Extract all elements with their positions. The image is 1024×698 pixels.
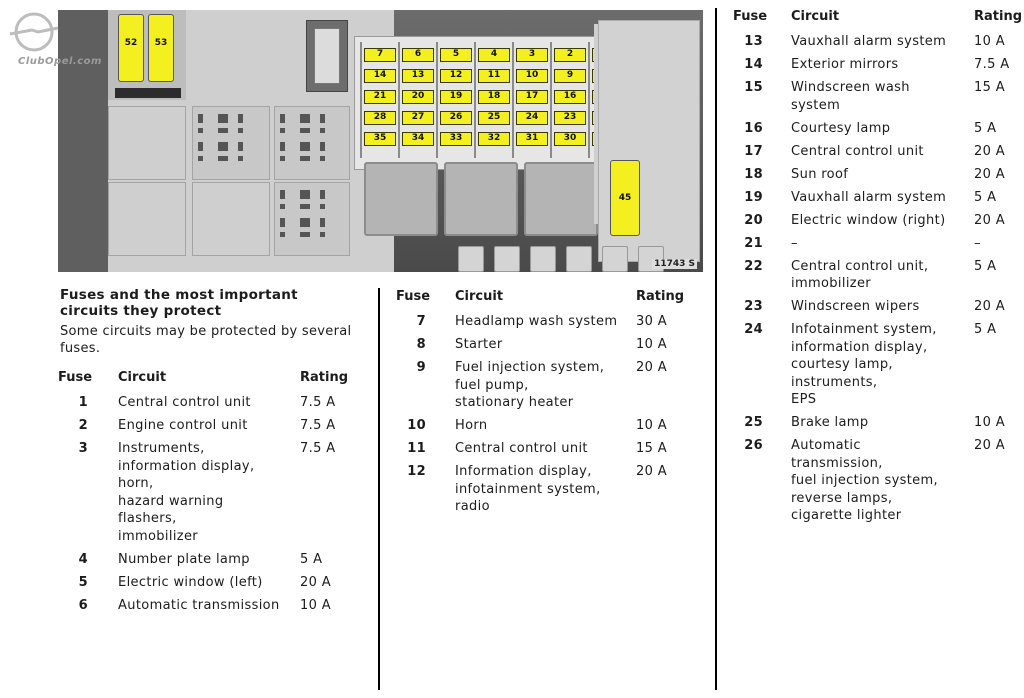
fuse-rating: 7.5 A [300,418,336,433]
fuse-number: 22 [744,258,763,274]
fuse-number: 8 [416,337,426,352]
connector-plug [566,246,592,272]
fuse-rating: 10 A [974,415,1005,430]
relay-socket-pin [300,218,310,227]
circuit-name: Central control unit [791,143,924,159]
relay-socket-pin [300,128,310,133]
fuse-20: 20 [402,90,434,104]
fuse-row-9 [396,359,686,412]
relay-socket-pin [320,156,325,161]
column-header-fuse: Fuse [733,9,768,24]
relay-socket-pin [320,142,325,151]
fuse-rating: 15 A [974,80,1005,95]
circuit-name: Courtesy lamp [791,120,891,136]
connector-plug [602,246,628,272]
fuse-row-1 [58,394,348,412]
fuse-number: 21 [744,235,763,251]
fuse-row-17 [733,143,1023,161]
fuse-rating: 20 A [636,464,667,479]
watermark-text: ClubOpel.com [18,56,102,67]
relay-socket-pin [300,114,310,123]
fuse-6: 6 [402,48,434,62]
relay-socket-pin [300,142,310,151]
column-header-rating: Rating [974,9,1023,24]
fuse-rating: 10 A [636,337,667,352]
fuse-row-10 [396,417,686,435]
relay-socket-pin [198,114,203,123]
fuse-row-24 [733,321,1023,409]
fuse-52: 52 [118,14,144,82]
fuse-number: 26 [744,438,763,453]
relay-socket-pin [280,218,285,227]
relay-socket-pin [320,204,325,209]
circuit-name: Automatic transmission, fuel injection system, reverse lamps, cigarette lighter [791,438,939,523]
fuse-row-20 [733,212,1023,230]
fuse-rail [588,42,590,158]
fuse-25: 25 [478,111,510,125]
connector-plug [494,246,520,272]
relay-socket-pin [320,190,325,199]
fuse-19: 19 [440,90,472,104]
circuit-name: Engine control unit [118,418,248,433]
circuit-name: Fuel injection system, fuel pump, stationary heater [455,360,605,410]
fuse-rating: 20 A [300,574,331,590]
fuse-rating: 20 A [636,360,667,375]
fuse-rail [360,42,362,158]
circuit-name: – [791,235,798,251]
fuse-9: 9 [554,69,586,83]
fuse-10: 10 [516,69,548,83]
fuse-rail [550,42,552,158]
fuse-row-8 [396,336,686,354]
relay-socket-pin [280,204,285,209]
fuse-28: 28 [364,111,396,125]
fuse-number: 12 [407,464,426,479]
column-header-circuit: Circuit [118,370,167,385]
fuse-number: 25 [744,415,763,430]
fuse-rating: 7.5 A [300,395,336,410]
fuse-rating: 20 A [974,438,1005,453]
circuit-name: Starter [455,337,503,352]
connector-plug [530,246,556,272]
fuse-21: 21 [364,90,396,104]
circuit-name: Infotainment system, information display, courtesy lamp, instruments, EPS [791,322,937,407]
circuit-name: Electric window (right) [791,212,946,228]
fuse-row-12 [396,463,686,516]
circuit-name: Windscreen wash system [791,80,910,113]
circuit-name: Electric window (left) [118,574,263,590]
relay-socket-pin [320,114,325,123]
fuse-4: 4 [478,48,510,62]
fuse-35: 35 [364,132,396,146]
circuit-name: Exterior mirrors [791,57,899,72]
relay-socket-pin [218,156,228,161]
fuse-5: 5 [440,48,472,62]
fuse-rating: 20 A [974,299,1005,314]
fuse-row-15 [733,79,1023,114]
fuse-rating: 10 A [300,597,331,613]
fuse-30: 30 [554,132,586,146]
relay-socket-pin [218,114,228,123]
relay-socket-pin [280,190,285,199]
fuse-3: 3 [516,48,548,62]
fuse-rating: 20 A [974,143,1005,159]
fuse-rating: 5 A [974,189,997,205]
relay-socket-pin [320,128,325,133]
fuse-row-25 [733,414,1023,432]
fuse-14: 14 [364,69,396,83]
circuit-name: Vauxhall alarm system [791,189,947,205]
fuse-row-22 [733,258,1023,293]
relay-socket-pin [320,218,325,227]
column-header-fuse: Fuse [396,289,431,304]
relay-socket-pin [280,232,285,237]
fuse-2: 2 [554,48,586,62]
fuse-rail [512,42,514,158]
fuse-number: 16 [744,120,763,136]
fuse-16: 16 [554,90,586,104]
fuse-rating: 20 A [974,212,1005,228]
fuse-rating: 10 A [636,418,667,433]
fuse-rating: 7.5 A [300,441,336,456]
relay-socket-pin [198,142,203,151]
fuse-33: 33 [440,132,472,146]
fuse-18: 18 [478,90,510,104]
fuse-rating: 20 A [974,166,1005,182]
fuse-rating: 5 A [974,322,997,337]
fuse-number: 3 [78,441,88,456]
photo-reference-code: 11743 S [654,259,695,269]
fuse-box-diagram [58,10,703,272]
fuse-row-11 [396,440,686,458]
fuse-number: 6 [78,597,88,613]
fuse-rating: – [974,235,981,251]
circuit-name: Sun roof [791,166,849,182]
circuit-name: Headlamp wash system [455,314,618,329]
fuse-row-21 [733,235,1023,253]
fuse-rating: 15 A [636,441,667,456]
circuit-name: Central control unit, immobilizer [791,258,929,291]
fuse-7: 7 [364,48,396,62]
fuse-24: 24 [516,111,548,125]
fuse-number: 13 [744,34,763,49]
fuse-rail [398,42,400,158]
relay-socket-pin [300,156,310,161]
circuit-name: Windscreen wipers [791,299,920,314]
fuse-number: 20 [744,212,763,228]
fuse-row-3 [58,440,348,545]
fuse-23: 23 [554,111,586,125]
column-header-circuit: Circuit [455,289,504,304]
section-intro: Some circuits may be protected by several fuses. [60,324,352,356]
fuse-row-14 [733,56,1023,74]
fuse-26: 26 [440,111,472,125]
fuse-row-26 [733,437,1023,525]
column-header-rating: Rating [300,370,349,385]
fuse-number: 5 [78,574,88,590]
fuse-31: 31 [516,132,548,146]
fuse-number: 1 [78,395,88,410]
relay-socket-pin [280,114,285,123]
fuse-number: 23 [744,299,763,314]
relay-socket-pin [300,232,310,237]
fuse-number: 2 [78,418,88,433]
relay-socket-pin [238,156,243,161]
connector-plug [458,246,484,272]
fuse-rating: 5 A [974,258,997,274]
fuse-12: 12 [440,69,472,83]
relay-socket-pin [280,156,285,161]
column-header-rating: Rating [636,289,685,304]
fuse-row-6 [58,597,348,615]
fuse-53: 53 [148,14,174,82]
fuse-number: 14 [744,57,763,72]
fuse-34: 34 [402,132,434,146]
fuse-rating: 5 A [300,551,323,567]
column-divider [715,8,717,690]
relay-socket-pin [280,128,285,133]
circuit-name: Horn [455,418,488,433]
relay-socket-pin [238,142,243,151]
relay-socket-pin [198,156,203,161]
fuse-45: 45 [610,160,640,236]
fuse-11: 11 [478,69,510,83]
fuse-rail [474,42,476,158]
opel-logo-icon [4,10,64,54]
circuit-name: Automatic transmission [118,597,280,613]
relay-socket-pin [300,190,310,199]
circuit-name: Instruments, information display, horn, hazard warning flashers, immobilizer [118,441,255,544]
fuse-row-16 [733,120,1023,138]
column-header-circuit: Circuit [791,9,840,24]
fuse-number: 4 [78,551,88,567]
fuse-rating: 30 A [636,314,667,329]
fuse-rating: 10 A [974,34,1005,49]
fuse-number: 24 [744,322,763,337]
fuse-32: 32 [478,132,510,146]
fuse-17: 17 [516,90,548,104]
fuse-row-7 [396,313,686,331]
clubopel-watermark [4,10,114,67]
fuse-13: 13 [402,69,434,83]
relay-socket-pin [280,142,285,151]
relay-socket-pin [320,232,325,237]
circuit-name: Central control unit [455,441,588,456]
fuse-27: 27 [402,111,434,125]
circuit-name: Central control unit [118,395,251,410]
fuse-rating: 7.5 A [974,57,1010,72]
relay-socket-pin [198,128,203,133]
fuse-number: 9 [416,360,426,375]
circuit-name: Vauxhall alarm system [791,34,947,49]
circuit-name: Number plate lamp [118,551,250,567]
fuse-row-5 [58,574,348,592]
fuse-row-23 [733,298,1023,316]
column-divider [378,288,380,690]
relay-socket-pin [300,204,310,209]
fuse-number: 17 [744,143,763,159]
fuse-number: 10 [407,418,426,433]
fuse-row-19 [733,189,1023,207]
relay-socket-pin [218,128,228,133]
circuit-name: Information display, infotainment system, radio [455,464,601,514]
fuse-number: 18 [744,166,763,182]
column-header-fuse: Fuse [58,370,93,385]
fuse-number: 11 [407,441,426,456]
fuse-row-4 [58,551,348,569]
fuse-number: 19 [744,189,763,205]
section-title: Fuses and the most important circuits they protect [60,287,298,319]
relay-socket-pin [238,114,243,123]
fuse-rail [436,42,438,158]
relay-socket-pin [218,142,228,151]
fuse-rating: 5 A [974,120,997,136]
relay-socket-pin [238,128,243,133]
fuse-number: 15 [744,80,763,95]
fuse-row-2 [58,417,348,435]
fuse-number: 7 [416,314,426,329]
fuse-row-13 [733,33,1023,51]
fuse-row-18 [733,166,1023,184]
circuit-name: Brake lamp [791,415,869,430]
